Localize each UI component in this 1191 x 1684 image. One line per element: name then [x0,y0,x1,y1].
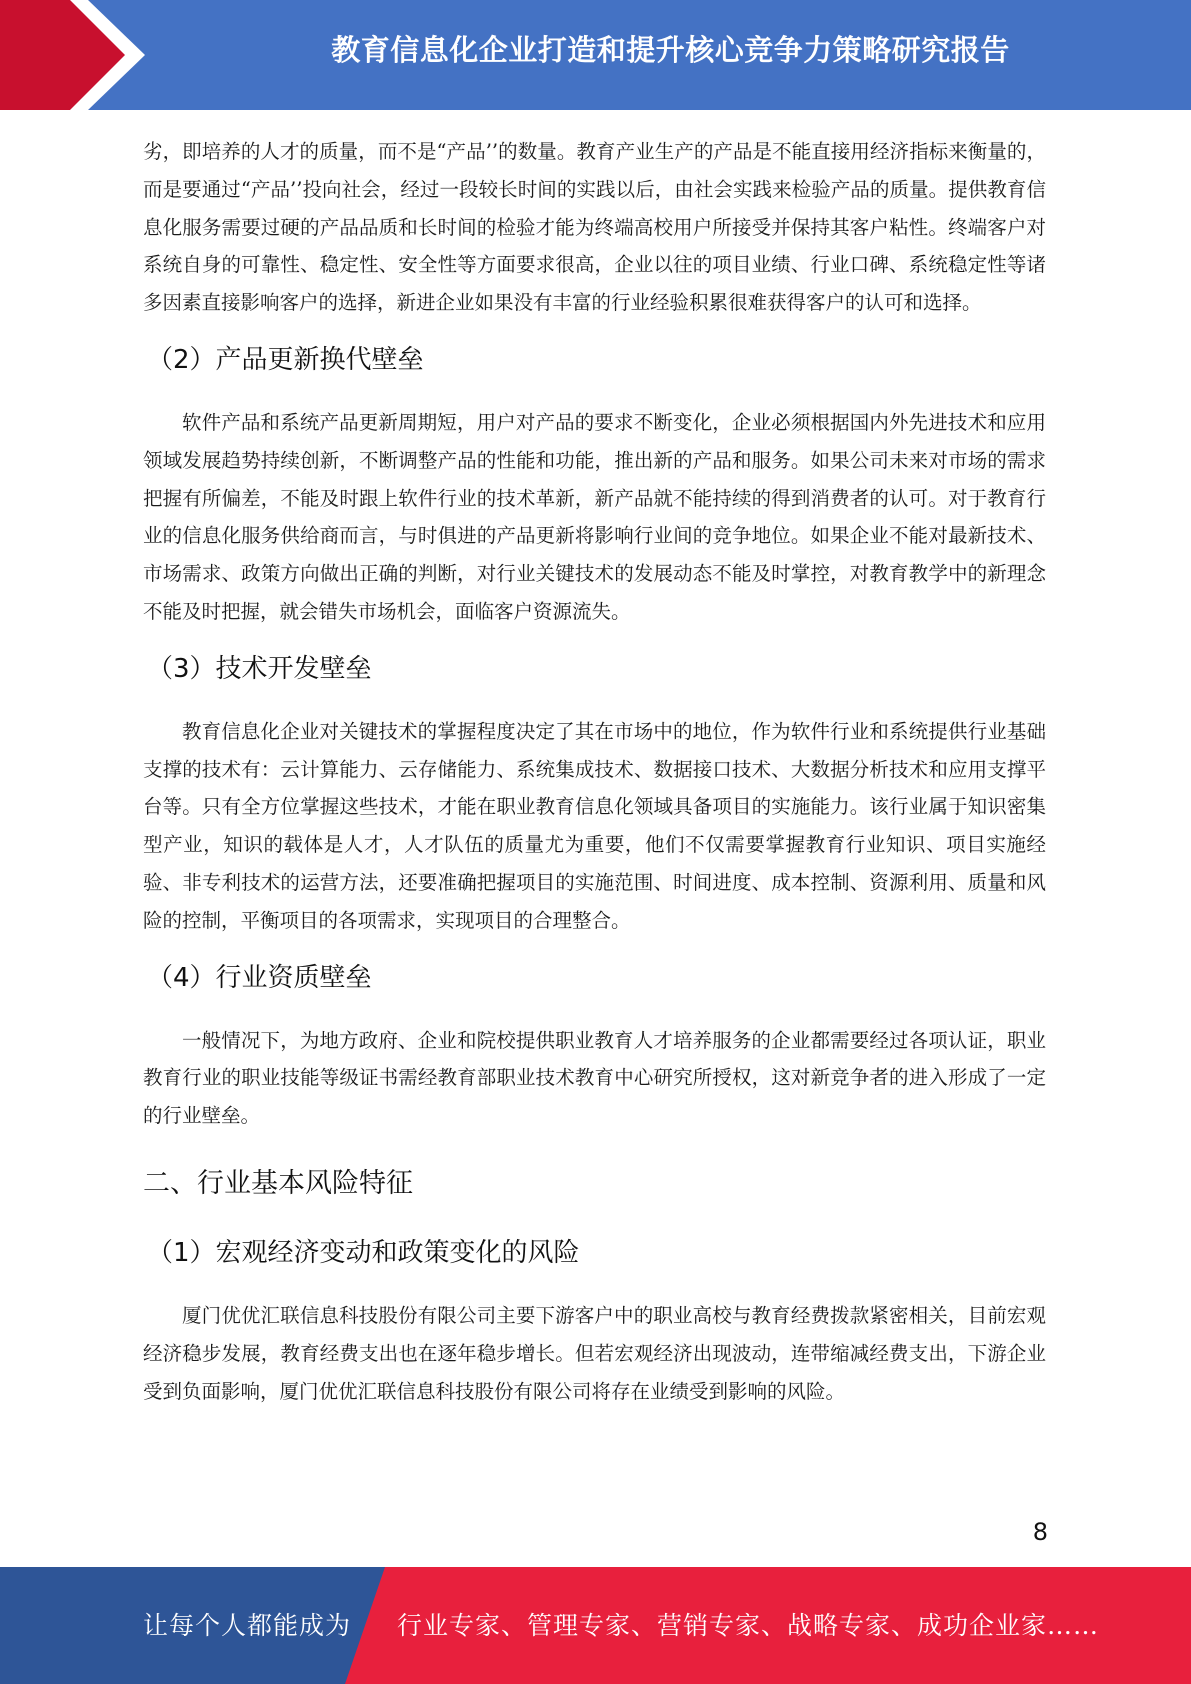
section-heading-macro-risk: （1）宏观经济变动和政策变化的风险 [147,1237,580,1268]
section-heading-product-update-barrier: （2）产品更新换代壁垒 [147,344,424,375]
footer-slogan-left: 让每个人都能成为 [143,1611,352,1640]
paragraph-qualification-barrier: 一般情况下，为地方政府、企业和院校提供职业教育人才培养服务的企业都需要经过各项认证，职业教育行业的职业技能等级证书需经教育部职业技术教育中心研究所授权，这对新竞争者的进入形成了一定的行业壁垒。 [143,1028,1046,1128]
footer-slogan-right: 行业专家、管理专家、营销专家、战略专家、成功企业家…… [397,1611,1100,1640]
section-heading-qualification-barrier: （4）行业资质壁垒 [147,962,372,993]
section-heading-technology-barrier: （3）技术开发壁垒 [147,653,372,684]
chapter-heading-risk-features: 二、行业基本风险特征 [143,1167,413,1199]
paragraph-macro-risk: 厦门优优汇联信息科技股份有限公司主要下游客户中的职业高校与教育经费拨款紧密相关，目前宏观经济稳步发展，教育经费支出也在逐年稳步增长。但若宏观经济出现波动，连带缩减经费支出，下游企业受到负面影响，厦门优优汇联信息科技股份有限公司将存在业绩受到影响的风险。 [143,1303,1046,1403]
document-title: 教育信息化企业打造和提升核心竞争力策略研究报告 [331,33,1010,67]
header-banner [0,0,1191,110]
paragraph-product-update-barrier: 软件产品和系统产品更新周期短，用户对产品的要求不断变化，企业必须根据国内外先进技术和应用领域发展趋势持续创新，不断调整产品的性能和功能，推出新的产品和服务。如果公司未来对市场的需求把握有所偏差，不能及时跟上软件行业的技术革新，新产品就不能持续的得到消费者的认可。对于教育行业的信息化服务供给商而言，与时俱进的产品更新将影响行业间的竞争地位。如果企业不能对最新技术、市场需求、政策方向做出正确的判断，对行业关键技术的发展动态不能及时掌控，对教育教学中的新理念不能及时把握，就会错失市场机会，面临客户资源流失。 [143,410,1046,623]
page-number: 8 [1032,1518,1048,1546]
footer-banner [0,1567,1191,1684]
continued-paragraph: 劣，即培养的人才的质量，而不是“产品’’的数量。教育产业生产的产品是不能直接用经济指标来衡量的，而是要通过“产品’’投向社会，经过一段较长时间的实践以后，由社会实践来检验产品的质量。提供教育信息化服务需要过硬的产品品质和长时间的检验才能为终端高校用户所接受并保持其客户粘性。终端客户对系统自身的可靠性、稳定性、安全性等方面要求很高，企业以往的项目业绩、行业口碑、系统稳定性等诸多因素直接影响客户的选择，新进企业如果没有丰富的行业经验积累很难获得客户的认可和选择。 [143,140,1046,315]
page-content [143,133,1046,1410]
paragraph-technology-barrier: 教育信息化企业对关键技术的掌握程度决定了其在市场中的地位，作为软件行业和系统提供行业基础支撑的技术有：云计算能力、云存储能力、系统集成技术、数据接口技术、大数据分析技术和应用支撑平台等。只有全方位掌握这些技术，才能在职业教育信息化领域具备项目的实施能力。该行业属于知识密集型产业，知识的载体是人才，人才队伍的质量尤为重要，他们不仅需要掌握教育行业知识、项目实施经验、非专利技术的运营方法，还要准确把握项目的实施范围、时间进度、成本控制、资源利用、质量和风险的控制，平衡项目的各项需求，实现项目的合理整合。 [143,719,1046,932]
